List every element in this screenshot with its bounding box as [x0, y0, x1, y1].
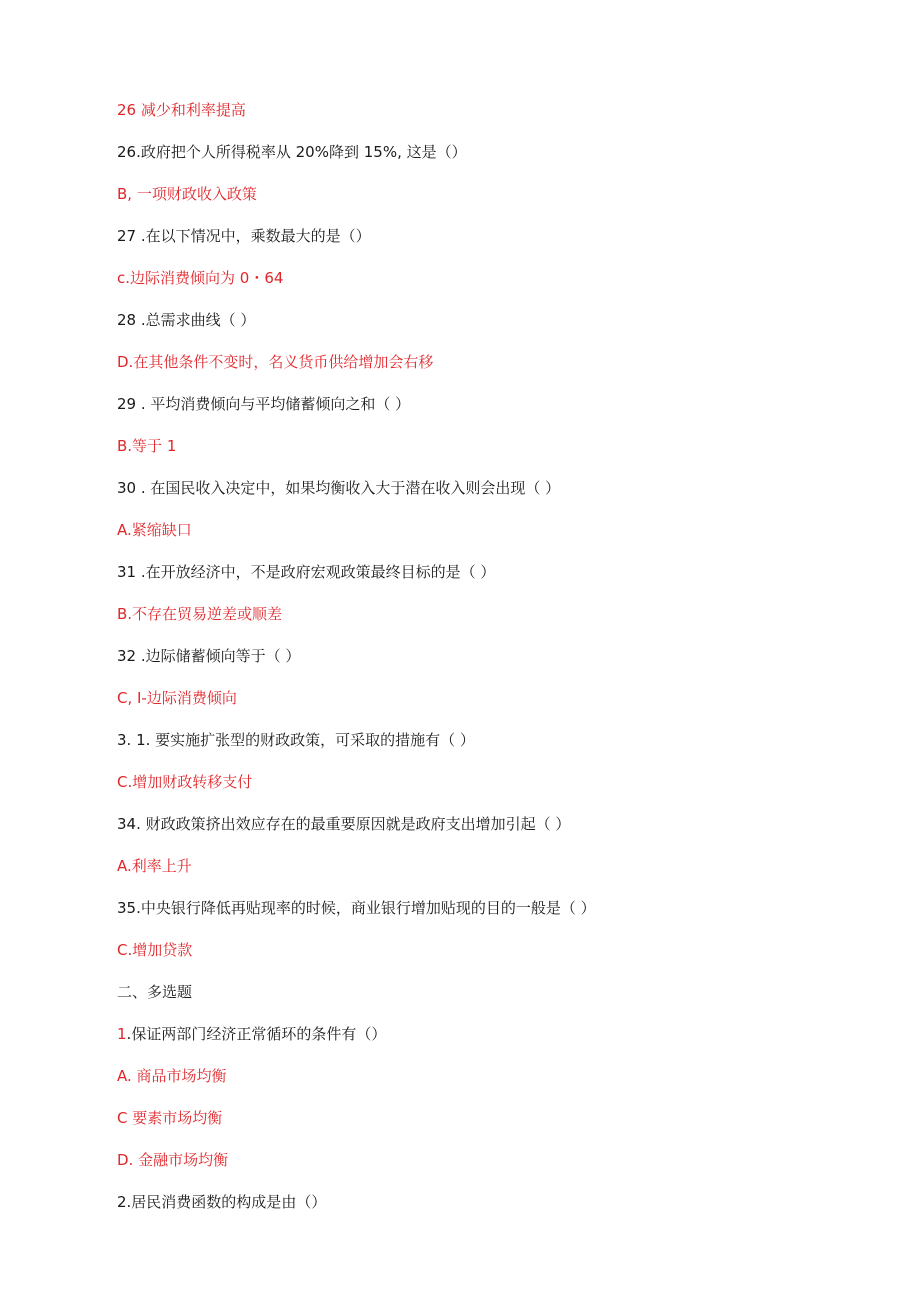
section-heading: 二、多选题 — [117, 983, 193, 1001]
answer-line: D. 金融市场均衡 — [117, 1151, 229, 1169]
question-line: 32 .边际储蓄倾向等于（ ） — [117, 647, 301, 665]
answer-line: A.紧缩缺口 — [117, 521, 192, 539]
answer-line: C.增加贷款 — [117, 941, 193, 959]
question-line: 30 . 在国民收入决定中，如果均衡收入大于潜在收入则会出现（ ） — [117, 479, 561, 497]
answer-line: B.等于 1 — [117, 437, 177, 455]
question-line: 26.政府把个人所得税率从 20%降到 15%, 这是（） — [117, 143, 467, 161]
question-text: .保证两部门经济正常循环的条件有（） — [126, 1025, 387, 1043]
question-number: 1 — [117, 1025, 127, 1043]
answer-line: c.边际消费倾向为 0・64 — [117, 269, 284, 287]
answer-line: C, I-边际消费倾向 — [117, 689, 237, 707]
answer-line: B, 一项财政收入政策 — [117, 185, 257, 203]
question-line: 3. 1. 要实施扩张型的财政政策，可采取的措施有（ ） — [117, 731, 475, 749]
question-line — [117, 1024, 386, 1044]
answer-line: B.不存在贸易逆差或顺差 — [117, 605, 283, 623]
answer-line: C.增加财政转移支付 — [117, 773, 253, 791]
answer-line: D.在其他条件不变时，名义货币供给增加会右移 — [117, 353, 434, 371]
question-line: 27 .在以下情况中，乘数最大的是（） — [117, 227, 371, 245]
answer-line: 26 减少和利率提高 — [117, 101, 246, 119]
answer-line: C 要素市场均衡 — [117, 1109, 223, 1127]
answer-line: A.利率上升 — [117, 857, 192, 875]
question-line: 35.中央银行降低再贴现率的时候，商业银行增加贴现的目的一般是（ ） — [117, 899, 596, 917]
question-line: 29 . 平均消费倾向与平均储蓄倾向之和（ ） — [117, 395, 411, 413]
answer-line: A. 商品市场均衡 — [117, 1067, 227, 1085]
question-line: 28 .总需求曲线（ ） — [117, 311, 256, 329]
question-line: 2.居民消费函数的构成是由（） — [117, 1193, 327, 1211]
question-line: 31 .在开放经济中，不是政府宏观政策最终目标的是（ ） — [117, 563, 496, 581]
question-line: 34. 财政政策挤出效应存在的最重要原因就是政府支出增加引起（ ） — [117, 815, 571, 833]
